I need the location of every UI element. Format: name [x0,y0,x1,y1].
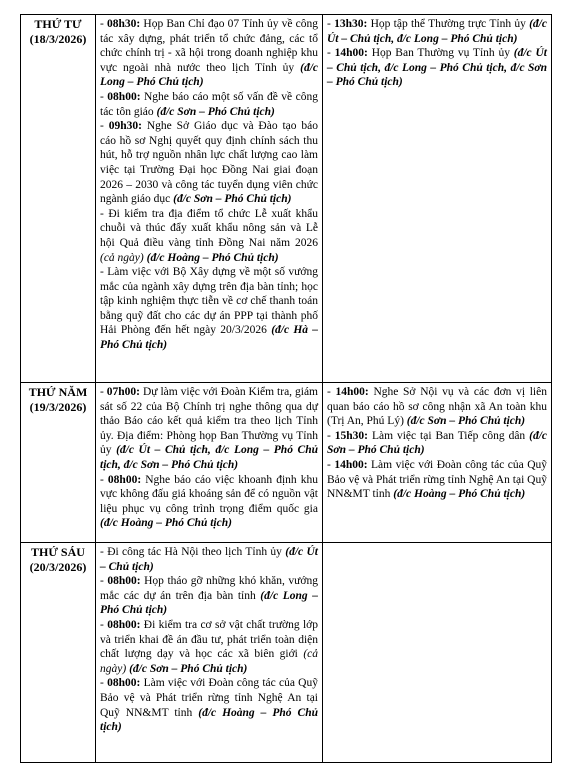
entry-bullet: - [100,90,108,103]
afternoon-cell [323,15,552,383]
entry-time: 08h00: [107,618,141,631]
entry-text: Nghe báo cáo việc khoanh định khu vực không đấu giá khoáng sản để có nguồn vật liệu phục vụ công trình trọng điểm quốc gia [100,473,318,515]
schedule-entry [100,119,318,207]
entry-text: Nghe Sở Nội vụ và các đơn vị liên quan báo cáo hồ sơ công nhận xã An toàn khu (Trị An, Phú Lý) [327,386,547,428]
day-row [21,383,552,543]
entry-person: (đ/c Út – Chủ tịch, đ/c Long – Phó Chủ tịch) [327,18,547,45]
entry-person: (đ/c Hà – Phó Chủ tịch) [100,324,319,352]
entry-text: Nghe báo cáo một số vấn đề về công tác tôn giáo [100,90,318,118]
entry-time: 14h00: [334,47,368,60]
day-row [21,15,552,383]
entry-text: Đi kiểm tra cơ sở vật chất trường lớp và triển khai đề án đầu tư, phát triển toàn diện chất lượng dạy và học các xã biên giới [100,618,319,661]
day-name: THỨ NĂM [28,385,88,399]
schedule-entry [327,46,547,90]
entry-text: Đi công tác Hà Nội theo lịch Tỉnh ủy [107,546,282,558]
entry-time: 07h00: [106,386,141,398]
schedule-entry [100,676,318,734]
entry-time: 08h00: [107,90,141,103]
schedule-entry [100,207,318,265]
entry-bullet: - [100,120,109,133]
afternoon-cell [323,543,552,763]
entry-text: Họp tháo gỡ những khó khăn, vướng mắc các dự án trên địa bàn tỉnh [100,575,318,602]
entry-person: (đ/c Long – Phó Chủ tịch) [100,589,318,617]
schedule-table [20,14,552,763]
afternoon-cell [323,383,552,543]
entry-bullet: - [100,266,108,279]
entry-text: Họp Ban Chỉ đạo 07 Tỉnh ủy về công tác xây dựng, phát triển tổ chức đảng, các tổ chức chính trị - xã hội trong doanh nghiệp khu vực ngoài nhà nước theo lịch Tỉnh ủy [100,18,318,74]
schedule-entry [100,90,318,119]
schedule-entry [100,17,318,90]
entry-time: 14h00: [334,458,368,471]
schedule-entry [327,385,547,429]
schedule-entry [100,265,318,353]
entry-person: (đ/c Út – Chủ tịch) [100,546,318,573]
entry-bullet: - [100,386,107,398]
morning-cell [96,543,323,763]
morning-cell [96,15,323,383]
entry-person: (đ/c Hoàng – Phó Chủ tịch) [100,517,232,530]
entry-text: Họp tập thể Thường trực Tỉnh ủy [370,18,526,30]
entry-bullet: - [327,47,335,60]
entry-person: (đ/c Long – Phó Chủ tịch) [100,61,319,89]
entry-text: Dự làm việc với Đoàn Kiểm tra, giám sát số 22 của Bộ Chính trị nghe thông qua dự thảo Báo cáo kết quả kiểm tra theo lịch Tỉnh ủy. Địa điểm: Phòng họp Ban Thường vụ Tỉnh ủy [100,386,318,457]
entry-person: (đ/c Sơn – Phó Chủ tịch) [129,662,248,675]
schedule-entry [100,473,318,531]
schedule-entry [100,574,318,618]
entry-bullet: - [100,546,108,558]
entry-person: (đ/c Sơn – Phó Chủ tịch) [327,429,548,457]
day-cell [21,383,96,543]
day-date: (18/3/2026) [29,32,87,46]
schedule-entry [327,458,547,502]
schedule-entry [100,618,318,676]
entry-person: (đ/c Sơn – Phó Chủ tịch) [173,193,292,206]
entry-time: 08h30: [107,18,141,30]
morning-cell [96,383,323,543]
day-name: THỨ SÁU [31,545,85,559]
entry-time: 08h00: [107,575,141,588]
day-row [21,543,552,763]
entry-text: Đi kiểm tra địa điểm tổ chức Lễ xuất khẩu chuỗi và thúc đẩy xuất khẩu nông sản và Lễ hội Quả điều vàng tỉnh Đồng Nai năm 2026 [100,207,318,249]
entry-text: Làm việc tại Ban Tiếp công dân [371,429,526,442]
day-date: (20/3/2026) [29,560,87,574]
entry-text: Họp Ban Thường vụ Tỉnh ủy [371,47,510,60]
entry-person: (đ/c Út – Chủ tịch, đ/c Long – Phó Chủ tịch, đ/c Sơn – Phó Chủ tịch) [100,444,318,471]
entry-bullet: - [100,207,109,220]
schedule-body [21,15,552,763]
entry-person: (đ/c Sơn – Phó Chủ tịch) [406,415,526,428]
entry-bullet: - [100,18,107,30]
entry-person: (đ/c Út – Chủ tịch, đ/c Long – Phó Chủ tịch, đ/c Sơn – Phó Chủ tịch) [327,47,547,89]
schedule-entry [327,17,547,46]
entry-note: (cả ngày) [100,648,318,675]
entry-text: Làm việc với Đoàn công tác của Quỹ Bảo vệ và Phát triển rừng tỉnh Nghệ An tại Quỹ NN&MT tỉnh [327,458,548,501]
entry-bullet: - [100,618,108,631]
schedule-entry [100,545,318,574]
entry-bullet: - [327,458,335,471]
entry-note: (cả ngày) [100,251,144,264]
entry-bullet: - [100,677,108,690]
entry-time: 13h30: [334,18,368,30]
day-cell [21,15,96,383]
entry-time: 09h30: [108,120,142,133]
entry-time: 15h30: [334,429,368,442]
entry-bullet: - [327,386,336,398]
day-date: (19/3/2026) [29,400,87,414]
entry-text: Làm việc với Bộ Xây dựng về một số vướng mắc của ngành xây dựng trên địa bàn tỉnh; học tập kinh nghiệm thực tiễn về cơ chế thanh toán bằng quỹ đất cho các dự án PPP tại thành phố Hải Phòng đến hết ngày 20/3/2026 [100,266,318,337]
schedule-entry [100,385,318,473]
entry-time: 08h00: [107,473,142,486]
day-name: THỨ TƯ [34,17,82,31]
entry-bullet: - [327,18,335,30]
entry-text: Làm việc với Đoàn công tác của Quỹ Bảo vệ và Phát triển rừng tỉnh Nghệ An tại Quỹ NN&MT tỉnh [100,677,318,719]
entry-person: (đ/c Sơn – Phó Chủ tịch) [156,105,275,118]
entry-time: 08h00: [107,677,141,690]
entry-time: 14h00: [335,386,369,398]
entry-person: (đ/c Hoàng – Phó Chủ tịch) [146,251,279,264]
entry-bullet: - [327,429,335,442]
entry-bullet: - [100,473,108,486]
entry-person: (đ/c Hoàng – Phó Chủ tịch) [393,488,526,501]
entry-person: (đ/c Hoàng – Phó Chủ tịch) [100,706,318,734]
entry-bullet: - [100,575,108,588]
entry-text: Nghe Sở Giáo dục và Đào tạo báo cáo hồ sơ Nghị quyết quy định chính sách thu hút, hỗ trợ nguồn nhân lực chất lượng cao làm việc tại Trường Đại học Đồng Nai giai đoạn 2026 – 2030 và công tác tuyển dụng viên chức ngành giáo dục [100,120,319,206]
day-cell [21,543,96,763]
schedule-entry [327,429,547,458]
